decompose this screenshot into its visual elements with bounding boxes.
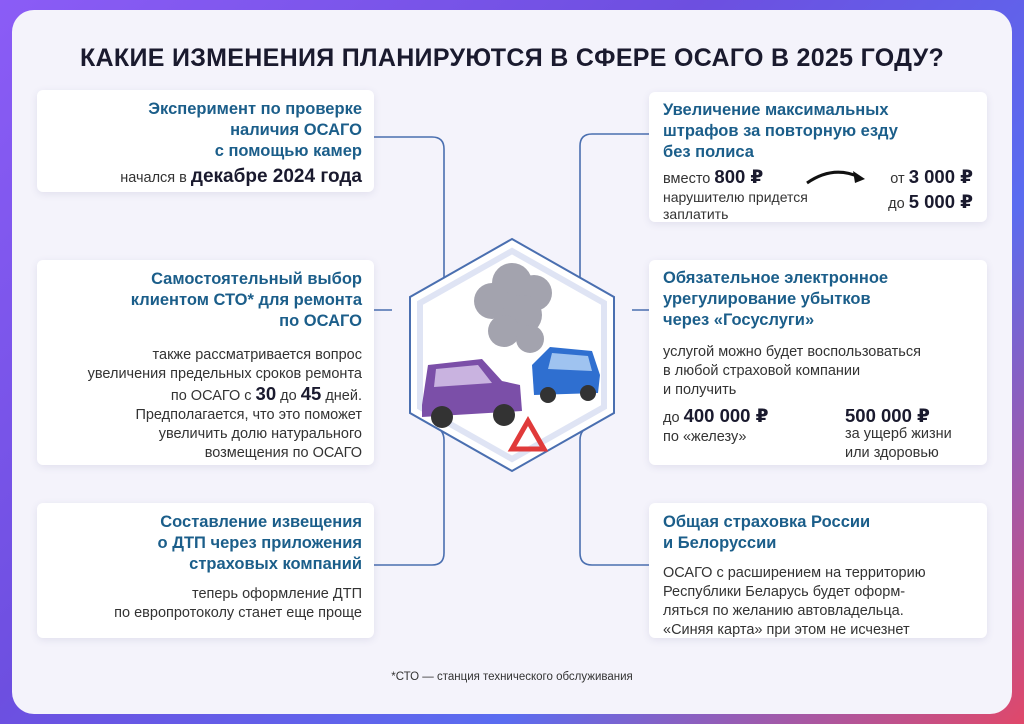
card-heading: Обязательное электронное урегулирование убытков через «Госуслуги» bbox=[663, 269, 889, 329]
new-fine-to: до 5 000 ₽ bbox=[888, 191, 973, 212]
footnote: *СТО — станция технического обслуживания bbox=[391, 671, 633, 683]
card-heading: Общая страховка России и Белоруссии bbox=[663, 513, 871, 552]
card-fines-increase bbox=[649, 92, 987, 222]
new-fine-from: от 3 000 ₽ bbox=[890, 166, 973, 187]
card-body: теперь оформление ДТП по европротоколу станет еще проще bbox=[114, 586, 362, 621]
payout-health: 500 000 ₽ за ущерб жизни или здоровью bbox=[845, 405, 952, 461]
page-title: КАКИЕ ИЗМЕНЕНИЯ ПЛАНИРУЮТСЯ В СФЕРЕ ОСАГО В 2025 ГОДУ? bbox=[79, 44, 945, 72]
card-accident-notice bbox=[37, 503, 374, 638]
date-highlight: декабре 2024 года bbox=[190, 166, 362, 187]
card-heading: Эксперимент по проверке наличия ОСАГО с помощью камер bbox=[148, 100, 362, 160]
card-russia-belarus bbox=[649, 503, 987, 638]
card-body: также рассматривается вопрос увеличения предельных сроков ремонта по ОСАГО с 30 до 45 дней. Предполагается, что это поможет увеличить долю натурального возмещения по ОСАГО bbox=[87, 347, 362, 461]
days-to: 45 bbox=[300, 383, 322, 404]
card-sto-choice bbox=[37, 260, 374, 465]
old-fine: вместо 800 ₽ bbox=[663, 166, 764, 187]
card-heading: Увеличение максимальных штрафов за повторную езду без полиса bbox=[663, 101, 898, 161]
arrow-right-icon bbox=[803, 167, 869, 189]
card-camera-experiment bbox=[37, 90, 374, 192]
card-body: ОСАГО с расширением на территорию Республики Беларусь будет оформ- ляться по желанию автовладельца. «Синяя карта» при этом не исчезнет bbox=[663, 565, 926, 638]
days-from: 30 bbox=[255, 383, 277, 404]
card-body: услугой можно будет воспользоваться в любой страховой компании и получить bbox=[663, 344, 921, 398]
card-gosuslugi bbox=[649, 260, 987, 465]
card-heading: Самостоятельный выбор клиентом СТО* для ремонта по ОСАГО bbox=[130, 270, 362, 330]
infographic-frame bbox=[12, 10, 1012, 714]
card-heading: Составление извещения о ДТП через приложения страховых компаний bbox=[157, 513, 362, 573]
card-body: начался в декабре 2024 года bbox=[120, 166, 362, 187]
car-accident-illustration bbox=[392, 235, 632, 475]
payout-hardware: до 400 000 ₽ по «железу» bbox=[663, 405, 769, 445]
fine-note: нарушителю придется заплатить bbox=[663, 189, 808, 222]
